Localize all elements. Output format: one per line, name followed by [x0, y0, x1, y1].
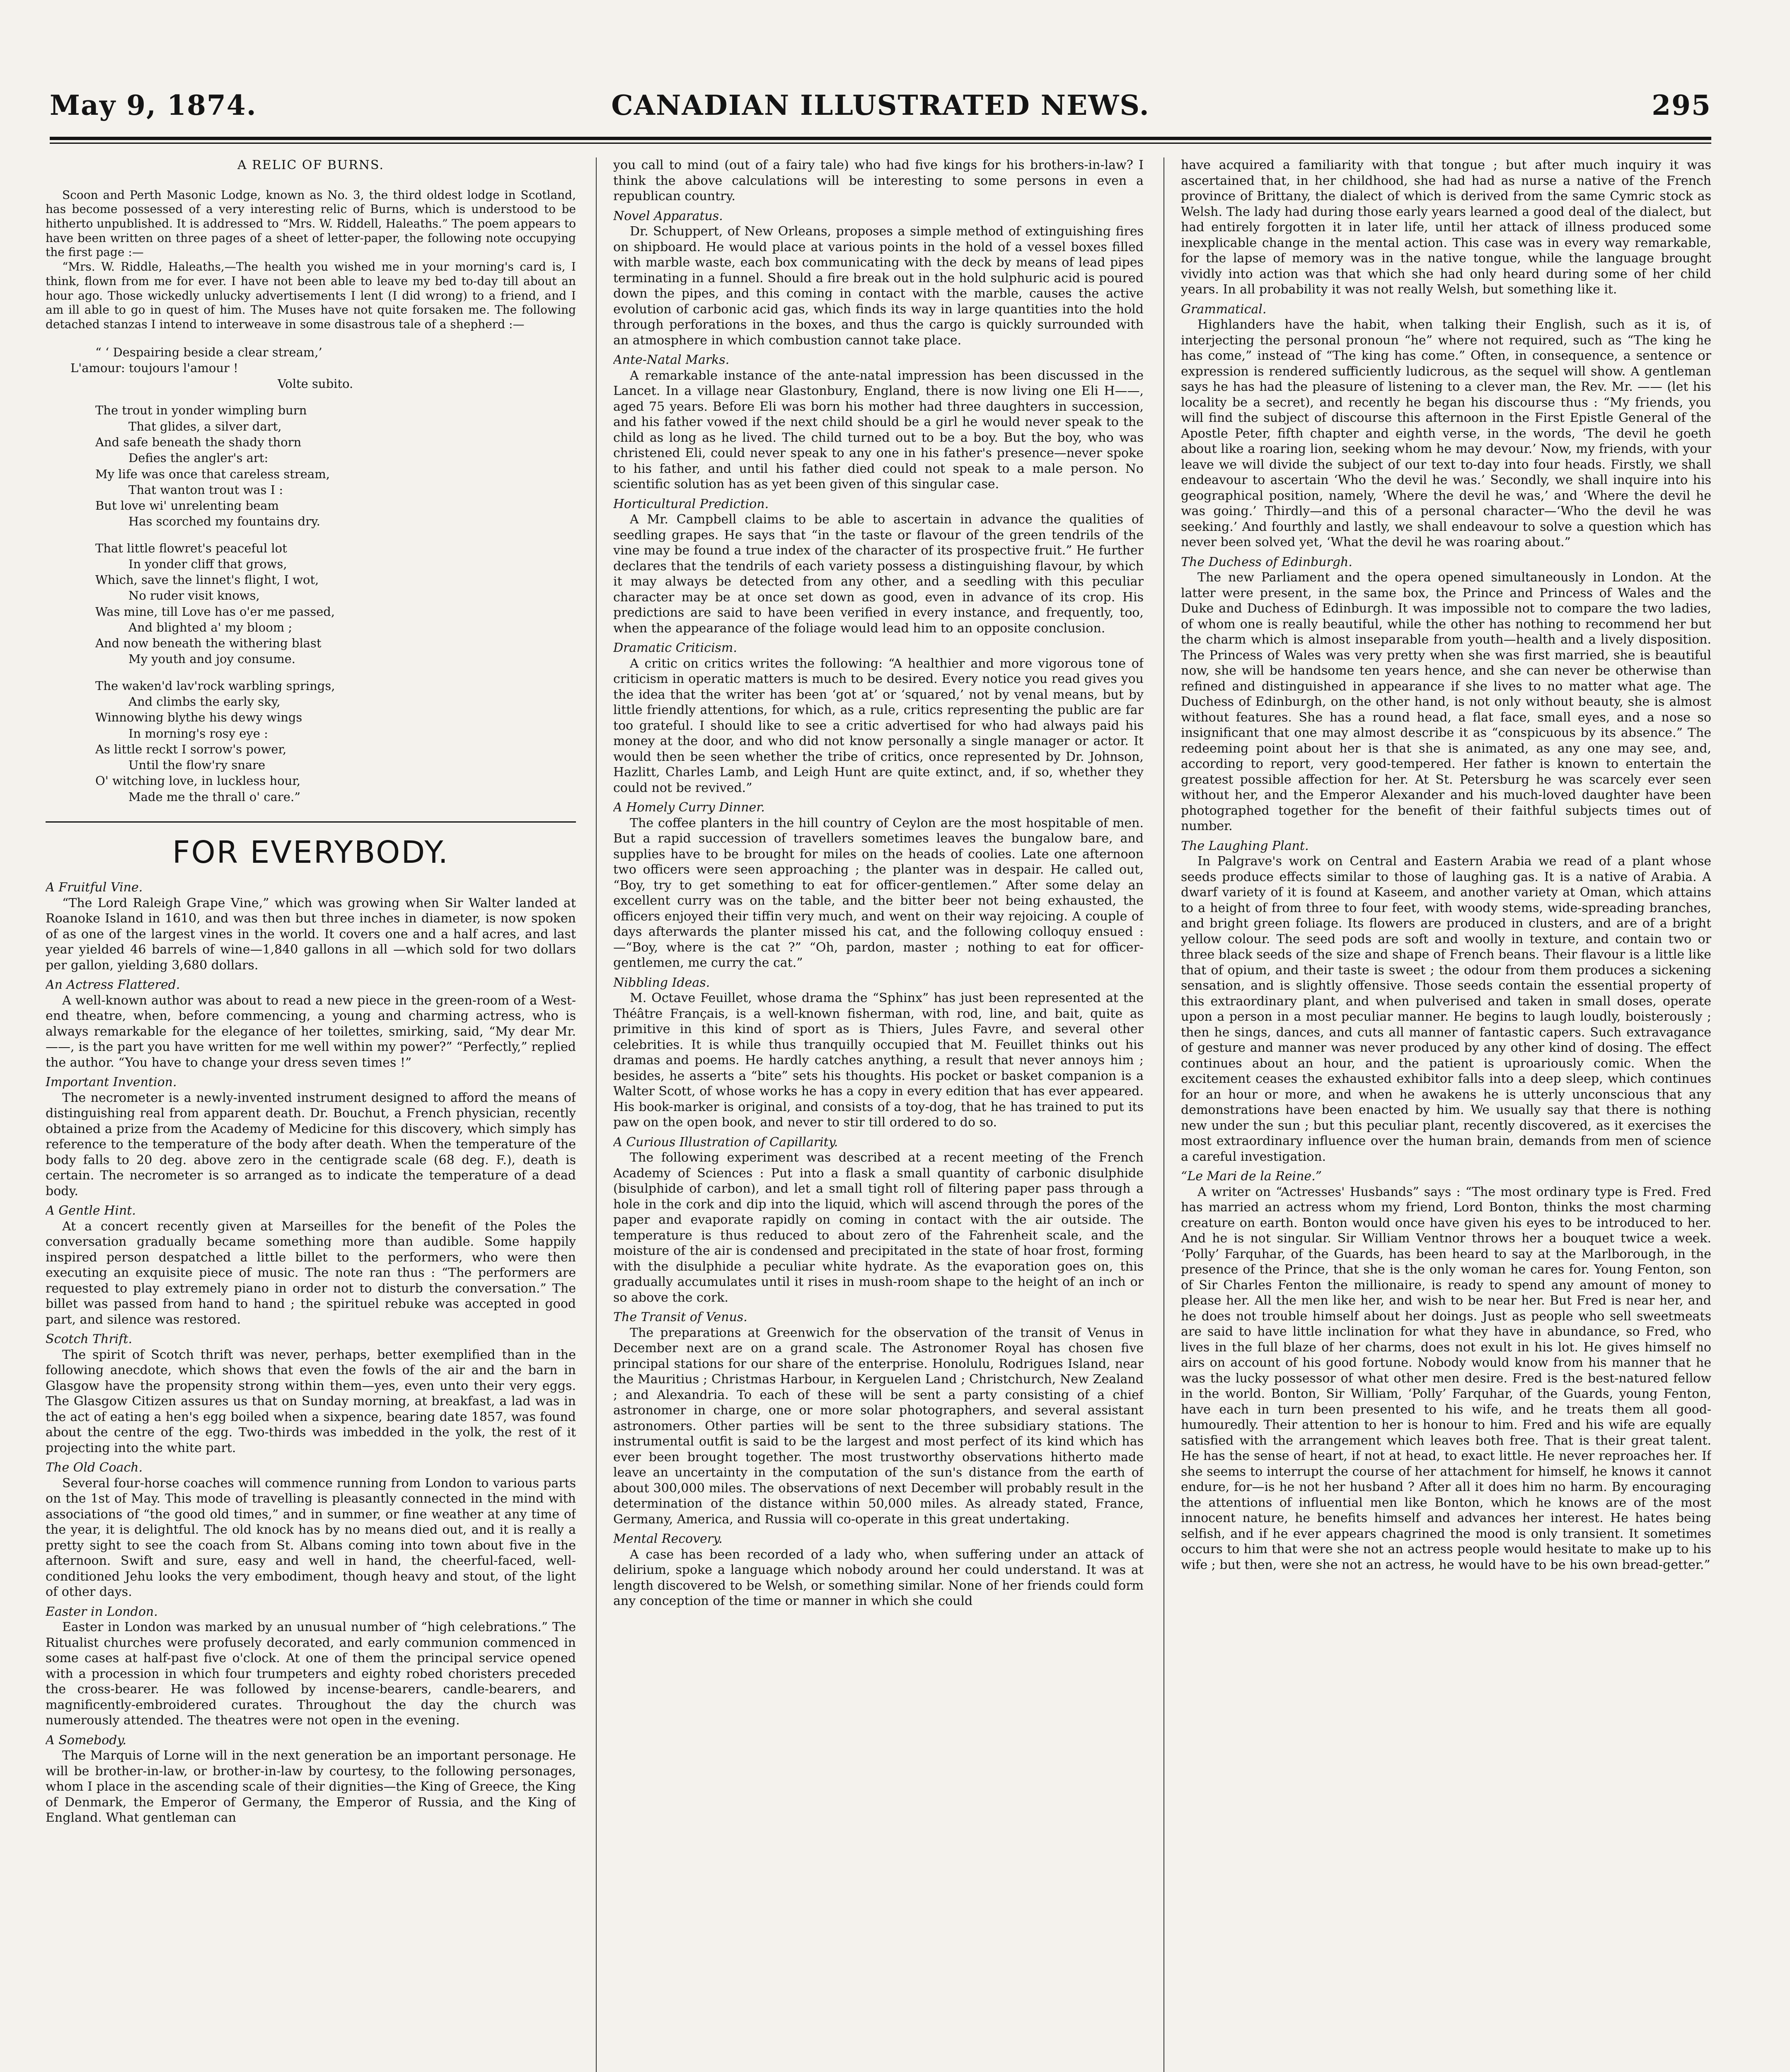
news-item	[613, 496, 1144, 637]
news-item	[613, 352, 1144, 492]
item-title: Horticultural Prediction.	[613, 496, 769, 511]
news-item	[613, 640, 1144, 796]
item-body: “The Lord Raleigh Grape Vine,” which was growing when Sir Walter landed at Roanoke Island in 1610, and was then but three inches in diameter, is now spoken of as one of the largest vines in the world. It covers one and a half acres, and last year yielded 46 barrels of wine—1,840 gallons in all —which sold for two dollars per gallon, yielding 3,680 dollars.	[46, 896, 576, 973]
news-item	[613, 1531, 1144, 1609]
item-title: The Transit of Venus.	[613, 1310, 747, 1324]
poem-line: But love wi' unrelenting beam	[95, 499, 279, 513]
continued-text: you call to mind (out of a fairy tale) who had five kings for his brothers-in-law? I think the above calculations will be interesting to some persons in even a republican country.	[613, 158, 1144, 203]
section-heading: FOR EVERYBODY.	[46, 821, 576, 872]
poem-line: L'amour: toujours l'amour !	[70, 361, 238, 375]
poem-stanza	[46, 402, 576, 529]
item-body: The preparations at Greenwich for the observation of the transit of Venus in December next are on a grand scale. The Astronomer Royal has chosen five principal stations for our share of the enterprise. Honolulu, Rodrigues Island, near the Mauritius ; Christmas Harbour, in Kerguelen Land ; Christchurch, New Zealand ; and Alexandria. To each of these will be sent a party consisting of a chief astronomer in charge, one or more solar photographers, and several assistant astronomers. Other parties will be sent to the three subsidiary stations. The instrumental outfit is said to be the largest and most perfect of its kind which has ever been brought together. The most trustworthy observations hitherto made leave an uncertainty in the computation of the sun's distance from the earth of about 300,000 miles. The observations of next December will probably result in the determination of the distance within 50,000 miles. As already stated, France, Germany, America, and Russia will co-operate in this great undertaking.	[613, 1325, 1144, 1527]
item-title: A Curious Illustration of Capillarity.	[613, 1135, 838, 1150]
article-paragraph: Scoon and Perth Masonic Lodge, known as No. 3, the third oldest lodge in Scotland, has become possessed of a very interesting relic of Burns, which is understood to be hitherto unpublished. It is addressed to “Mrs. W. Riddell, Haleaths.” The poem appears to have been written on three pages of a sheet of letter-paper, the following note occupying the first page :—	[46, 188, 576, 259]
poem-line: Which, save the linnet's flight, I wot,	[95, 573, 319, 587]
item-body: The Marquis of Lorne will in the next generation be an important personage. He will be brother-in-law, or brother-in-law by courtesy, to the following personages, whom I place in the ascending scale of their dignities—the King of Greece, the King of Denmark, the Emperor of Germany, the Emperor of Russia, and the King of England. What gentleman can	[46, 1748, 576, 1825]
item-title: Dramatic Criticism.	[613, 641, 737, 655]
poem-line: And blighted a' my bloom ;	[128, 620, 293, 634]
poem-line: That little flowret's peaceful lot	[95, 541, 287, 555]
news-item	[613, 208, 1144, 349]
issue-date: May 9, 1874.	[50, 89, 257, 121]
item-title: Ante-Natal Marks.	[613, 353, 730, 367]
poem-line: O' witching love, in luckless hour,	[95, 774, 301, 788]
item-body: Several four-horse coaches will commence running from London to various parts on the 1st of May. This mode of travelling is pleasantly connected in the mind with associations of “the good old times,” and in summer, or fine weather at any time of the year, it is delightful. The old knock has by no means died out, and it is really a pretty sight to see the coach from St. Albans coming into town about five in the afternoon. Swift and sure, easy and well in hand, the cheerful-faced, well-conditioned Jehu looks the very embodiment, though heavy and stout, of the light of other days.	[46, 1476, 576, 1600]
column-divider	[596, 157, 597, 2072]
item-body: Highlanders have the habit, when talking their English, such as it is, of interjecting the personal pronoun “he” where not required, such as “The king he has come,” instead of “The king has come.” Often, in consequence, a sentence or expression is rendered sufficiently ludicrous, as the sequel will show. A gentleman says he has had the pleasure of listening to a clever man, the Rev. Mr. —— (let his locality be a secret), and recently he began his discourse thus : “My friends, you will find the subject of discourse this afternoon in the First Epistle General of the Apostle Peter, fifth chapter and eighth verse, in the words, ‘The devil he goeth about like a roaring lion, seeking whom he may devour.’ Now, my friends, with your leave we will divide the subject of our text to-day into four heads. Firstly, we shall endeavour to ascertain ‘Who the devil he was.’ Secondly, we shall inquire into his geographical position, namely, ‘Where the devil he was,’ and ‘Where the devil he was going.’ Thirdly—and this of a personal character—‘Who the devil he was seeking.’ And fourthly and lastly, we shall endeavour to solve a question which has never been solved yet, ‘What the devil he was roaring about.”	[1181, 317, 1711, 549]
item-title: A Somebody.	[46, 1733, 126, 1748]
news-item	[1181, 1169, 1711, 1573]
item-body: The necrometer is a newly-invented instrument designed to afford the means of distinguishing real from apparent death. Dr. Bouchut, a French physician, recently obtained a prize from the Academy of Medicine for this discovery, which simply has reference to the temperature of the body after death. When the temperature of the body falls to 20 deg. above zero in the centigrade scale (68 deg. F.), death is certain. The necrometer is so arranged as to indicate the temperature of a dead body.	[46, 1090, 576, 1198]
column-2	[613, 157, 1144, 2072]
news-item	[46, 1604, 576, 1728]
item-title: “Le Mari de la Reine.”	[1181, 1169, 1322, 1184]
item-body: In Palgrave's work on Central and Eastern Arabia we read of a plant whose seeds produce effects similar to those of laughing gas. It is a native of Arabia. A dwarf variety of it is found at Kaseem, and another variety at Oman, which attains to a height of from three to four feet, with woody stems, wide-spreading branches, and bright green foliage. Its flowers are produced in clusters, and are of a bright yellow colour. The seed pods are soft and woolly in texture, and contain two or three black seeds of the size and shape of French beans. Their flavour is a little like that of opium, and their taste is sweet ; the odour from them produces a sickening sensation, and is slightly offensive. Those seeds contain the essential property of this extraordinary plant, and when pulverised and taken in small doses, operate upon a person in a most peculiar manner. He begins to laugh loudly, boisterously ; then he sings, dances, and cuts all manner of fantastic capers. Such extravagance of gesture and manner was never produced by any other kind of dosing. The effect continues about an hour, and the patient is uproariously comic. When the excitement ceases the exhausted exhibitor falls into a deep sleep, which continues for an hour or more, and when he awakens he is utterly unconscious that any demonstrations have been enacted by him. We usually say that there is nothing new under the sun ; but this peculiar plant, recently discovered, as it exercises the most extraordinary influence over the human brain, demands from men of science a careful investigation.	[1181, 854, 1711, 1164]
news-item	[46, 977, 576, 1070]
item-title: Easter in London.	[46, 1604, 158, 1619]
item-title: An Actress Flattered.	[46, 978, 180, 992]
poem-stanza	[46, 678, 576, 805]
masthead-title: CANADIAN ILLUSTRATED NEWS.	[611, 89, 1150, 121]
item-title: Nibbling Ideas.	[613, 975, 710, 990]
item-body: A Mr. Campbell claims to be able to ascertain in advance the qualities of seedling grapes. He says that “in the taste or flavour of the green tendrils of the vine may be found a true index of the character of its prospective fruit.” He further declares that the tendrils of each variety possess a distinguishing flavour, by which it may always be detected from any other, and a seedling with this peculiar character may be at once set down as good, even in advance of its crop. His predictions are said to have been verified in every instance, and frequently, too, when the appearance of the foliage would lead him to an opposite conclusion.	[613, 512, 1144, 636]
item-title: The Old Coach.	[46, 1460, 143, 1475]
poem-line: No ruder visit knows,	[128, 588, 260, 603]
poem-line: “ ‘ Despairing beside a clear stream,’	[95, 345, 322, 359]
poem-line: That glides, a silver dart,	[128, 419, 282, 433]
poem-line: Was mine, till Love has o'er me passed,	[95, 604, 335, 619]
poem-line: In yonder cliff that grows,	[128, 557, 287, 571]
poem-line: That wanton trout was I :	[128, 482, 283, 497]
item-title: The Laughing Plant.	[1181, 838, 1309, 853]
poem-line: As little reckt I sorrow's power,	[95, 742, 287, 756]
poem-stanza	[46, 540, 576, 667]
item-body: Easter in London was marked by an unusual number of “high celebrations.” The Ritualist churches were profusely decorated, and early communion commenced in some cases at half-past five o'clock. At one of them the principal service opened with a procession in which four trumpeters and eighty robed choristers preceded the cross-bearer. He was followed by incense-bearers, candle-bearers, and magnificently-embroidered curates. Throughout the day the church was numerously attended. The theatres were not open in the evening.	[46, 1620, 576, 1728]
item-body: A case has been recorded of a lady who, when suffering under an attack of delirium, spoke a language which nobody around her could understand. It was at length discovered to be Welsh, or something similar. None of her friends could form any conception of the time or manner in which she could	[613, 1547, 1144, 1608]
news-item	[46, 880, 576, 973]
header-rule-thin	[50, 143, 1711, 144]
item-title: Novel Apparatus.	[613, 208, 723, 223]
news-item	[46, 1460, 576, 1600]
news-item	[613, 1135, 1144, 1306]
news-item	[46, 1733, 576, 1826]
poem-line: My youth and joy consume.	[128, 652, 295, 666]
poem-line: My life was once that careless stream,	[95, 467, 330, 481]
news-item	[1181, 554, 1711, 834]
header-rule-thick	[50, 137, 1711, 140]
poem-line: And climbs the early sky,	[128, 695, 281, 709]
poem-line: Has scorched my fountains dry.	[128, 514, 320, 529]
continued-text: have acquired a familiarity with that tongue ; but after much inquiry it was ascertained that, in her childhood, she had had as nurse a native of the French province of Brittany, the dialect of which is derived from the same Cymric stock as Welsh. The lady had during those early years learned a good deal of the dialect, but had entirely forgotten it in later life, until her attack of illness produced some inexplicable change in the mental action. This case was in every way remarkable, for the lapse of memory was in the native tongue, while the language brought vividly into action was that which she had only heard during some of her child years. In all probability it was not really Welsh, but something like it.	[1181, 158, 1711, 297]
poem-line: The trout in yonder wimpling burn	[95, 403, 307, 418]
column-3	[1181, 157, 1711, 2072]
news-item	[613, 800, 1144, 971]
poem-line: Defies the angler's art:	[128, 451, 268, 465]
poem	[46, 344, 576, 805]
item-title: A Homely Curry Dinner.	[613, 800, 765, 815]
poem-line: Until the flow'ry snare	[128, 758, 266, 772]
letter-note: “Mrs. W. Riddle, Haleaths,—The health you wished me in your morning's card is, I think, flown from me for ever. I have not been able to leave my bed to-day till about an hour ago. Those wickedly unlucky advertisements I lent (I did wrong) to a friend, and I am ill able to go in quest of him. The Muses have not quite forsaken me. The following detached stanzas I intend to interweave in some disastrous tale of a shepherd :—	[46, 260, 576, 331]
item-body: A writer on “Actresses' Husbands” says : “The most ordinary type is Fred. Fred has married an actress whom my friend, Lord Bonton, thinks the most charming creature on earth. Bonton would once have given his eyes to be introduced to her. And he is not singular. Sir William Ventnor throws her a bouquet twice a week. ‘Polly’ Farquhar, of the Guards, has been heard to say at the Marlborough, in the presence of the Prince, that she is the only woman he cares for. Young Fenton, son of Sir Charles Fenton the millionaire, is ready to spend any amount of money to please her. All the men like her, and wish to be near her. But Fred is near her, and he does not trouble himself about her doings. Just as people who sell sweetmeats are said to have little inclination for what they have in abundance, so Fred, who lives in the full blaze of her charms, does not exult in his lot. He gives himself no airs on account of his good fortune. Nobody would know from his manner that he was the lucky possessor of what other men desire. Fred is the best-natured fellow in the world. Bonton, Sir William, ‘Polly’ Farquhar, of the Guards, young Fenton, have each in turn been presented to his wife, and he treats them all good-humouredly. Their attention to her is honour to him. Fred and his wife are equally satisfied with the arrangement which leaves both free. That is their great talent. He has the sense of heart, if not at head, to exact little. He never reproaches her. If she seems to interrupt the course of her attachment for himself, he knows it cannot endure, for—is he not her husband ? After all it does him no harm. By encouraging the attentions of influential men like Bonton, which he knows are of the most innocent nature, he benefits himself and advances her interest. He hates being selfish, and if he ever appears chagrined the mood is only transient. It sometimes occurs to him that were she not an actress people would hesitate to make up to his wife ; but then, were she not an actress, he would have to be his own bread-getter.”	[1181, 1184, 1711, 1572]
news-item	[1181, 302, 1711, 550]
item-body: The new Parliament and the opera opened simultaneously in London. At the latter were present, in the same box, the Prince and Princess of Wales and the Duke and Duchess of Edinburgh. It was impossible not to compare the two ladies, of whom one is really beautiful, while the other has nothing to recommend her but the charm which is almost inseparable from youth—health and a lively disposition. The Princess of Wales was very pretty when she was first married, she is beautiful now, she will be handsome ten years hence, and she can never be otherwise than refined and distinguished in appearance if she lives to no matter what age. The Duchess of Edinburgh, on the other hand, is not only without beauty, she is almost without features. She has a round head, a flat face, small eyes, and a nose so insignificant that one may almost describe it as “conspicuous by its absence.” The redeeming point about her is that she is animated, as any one may see, and, according to report, very good-tempered. Her father is known to entertain the greatest possible affection for her. At St. Petersburg he was scarcely ever seen without her, and the Emperor Alexander and his much-loved daughter have been photographed together for the benefit of their faithful subjects times out of number.	[1181, 570, 1711, 833]
page-header	[50, 81, 1711, 135]
news-item	[613, 975, 1144, 1130]
page-number: 295	[1652, 89, 1711, 121]
news-item	[1181, 838, 1711, 1165]
item-title: Mental Recovery.	[613, 1532, 723, 1546]
poem-line: The waken'd lav'rock warbling springs,	[95, 678, 335, 693]
item-body: The coffee planters in the hill country of Ceylon are the most hospitable of men. But a rapid succession of travellers sometimes leaves the bungalow bare, and supplies have to be brought for miles on the heads of coolies. Late one afternoon two officers were seen approaching ; the planter was in despair. He called out, “Boy, try to get something to eat for officer-gentlemen.” After some delay an excellent curry was on the table, and the bitter beer not being exhausted, the officers enjoyed their tiffin very much, and went on their way rejoicing. A couple of days afterwards the planter missed his cat, and the following colloquy ensued :—“Boy, where is the cat ?” “Oh, pardon, master ; nothing to eat for officer-gentlemen, me curry the cat.”	[613, 816, 1144, 970]
column-1	[46, 157, 576, 2072]
poem-line: In morning's rosy eye :	[128, 726, 268, 741]
item-body: Dr. Schuppert, of New Orleans, proposes a simple method of extinguishing fires on shipboard. He would place at various points in the hold of a vessel boxes filled with marble waste, each box communicating with the deck by means of lead pipes terminating in a funnel. Should a fire break out in the hold sulphuric acid is poured down the pipes, and this coming in contact with the marble, causes the active evolution of carbonic acid gas, which finds its way in large quantities into the hold through perforations in the boxes, and thus the cargo is quickly surrounded with an atmosphere in which combustion cannot take place.	[613, 224, 1144, 348]
poem-line: And safe beneath the shady thorn	[95, 435, 302, 450]
item-title: Important Invention.	[46, 1075, 177, 1090]
item-body: At a concert recently given at Marseilles for the benefit of the Poles the conversation gradually became something more than audible. Some happily inspired person despatched a little billet to the performers, who were then executing an exquisite piece of music. The note ran thus : “The performers are requested to play extremely piano in order not to disturb the conversation.” The billet was passed from hand to hand ; the spirituel rebuke was accepted in good part, and silence was restored.	[46, 1219, 576, 1327]
item-body: The following experiment was described at a recent meeting of the French Academy of Sciences : Put into a flask a small quantity of carbonic disulphide (bisulphide of carbon), and let a small tight roll of filtering paper pass through a hole in the cork and dip into the liquid, which will ascend through the pores of the paper and evaporate rapidly on coming in contact with the air outside. The temperature is thus reduced to about zero of the Fahrenheit scale, and the moisture of the air is condensed and precipitated in the state of hoar frost, forming with the disulphide a peculiar white hydrate. As the evaporation goes on, this gradually accumulates until it rises in mush-room shape to the height of an inch or so above the cork.	[613, 1150, 1144, 1305]
item-body: The spirit of Scotch thrift was never, perhaps, better exemplified than in the following anecdote, which shows that even the fowls of the air and the barn in Glasgow have the propensity strong within them—yes, even unto their very eggs. The Glasgow Citizen assures us that on Sunday morning, at breakfast, a lad was in the act of eating a hen's egg boiled when a sixpence, bearing date 1857, was found about the centre of the egg. Two-thirds was imbedded in the yolk, the rest of it projecting into the white part.	[46, 1347, 576, 1455]
news-item	[46, 1203, 576, 1327]
item-title: A Gentle Hint.	[46, 1203, 136, 1218]
news-item	[46, 1331, 576, 1456]
poem-line: And now beneath the withering blast	[95, 636, 322, 651]
item-body: A critic on critics writes the following: “A healthier and more vigorous tone of criticism in operatic matters is much to be desired. Every notice you read gives you the idea that the writer has been ‘got at’ or ‘squared,’ not by venal means, but by little friendly attentions, for which, as a rule, critics representing the public are far too grateful. I should like to see a critic advertised for who had always paid his money at the door, and who did not know personally a single manager or actor. It would then be seen whether the tribe of critics, once represented by Dr. Johnson, Hazlitt, Charles Lamb, and Leigh Hunt are quite extinct, and, if so, whether they could not be revived.”	[613, 656, 1144, 795]
item-title: The Duchess of Edinburgh.	[1181, 554, 1352, 569]
item-body: M. Octave Feuillet, whose drama the “Sphinx” has just been represented at the Théâtre Français, is a well-known fisherman, with rod, line, and bait, quite as primitive in this kind of sport as is Thiers, Jules Favre, and several other celebrities. It is while thus tranquilly occupied that M. Feuillet thinks out his dramas and poems. He hardly catches anything, a result that never annoys him ; besides, he asserts a “bite” sets his thoughts. His pocket or basket companion is a Walter Scott, of whose works he has a copy in every edition that has ever appeared. His book-marker is original, and consists of a toy-dog, that he has trained to put its paw on the open book, and never to stir till ordered to do so.	[613, 991, 1144, 1130]
item-title: A Fruitful Vine.	[46, 880, 143, 895]
article-title: A RELIC OF BURNS.	[237, 158, 385, 172]
poem-direction: Volte subito.	[278, 377, 353, 391]
news-item	[46, 1075, 576, 1199]
item-title: Scotch Thrift.	[46, 1332, 133, 1347]
item-body: A remarkable instance of the ante-natal impression has been discussed in the Lancet. In a village near Glastonbury, England, there is now living one Eli H——, aged 75 years. Before Eli was born his mother had three daughters in succession, and his father vowed if the next child should be a girl he would never speak to the child as long as he lived. The child turned out to be a boy. But the boy, who was christened Eli, could never speak to any one in his father's presence—never spoke to his father, and until his father died could not speak to a male person. No scientific solution has as yet been given of this singular case.	[613, 368, 1144, 491]
item-body: A well-known author was about to read a new piece in the green-room of a West-end theatre, when, before commencing, a young and charming actress, who is always remarkable for the elegance of her toilettes, smirking, said, “My dear Mr. ——, is the part you have written for me well within my power?” “Perfectly,” replied the author. “You have to change your dress seven times !”	[46, 993, 576, 1070]
poem-line: Made me the thrall o' care.”	[128, 789, 301, 804]
poem-line: Winnowing blythe his dewy wings	[95, 710, 302, 725]
news-item	[613, 1310, 1144, 1527]
item-title: Grammatical.	[1181, 302, 1267, 317]
